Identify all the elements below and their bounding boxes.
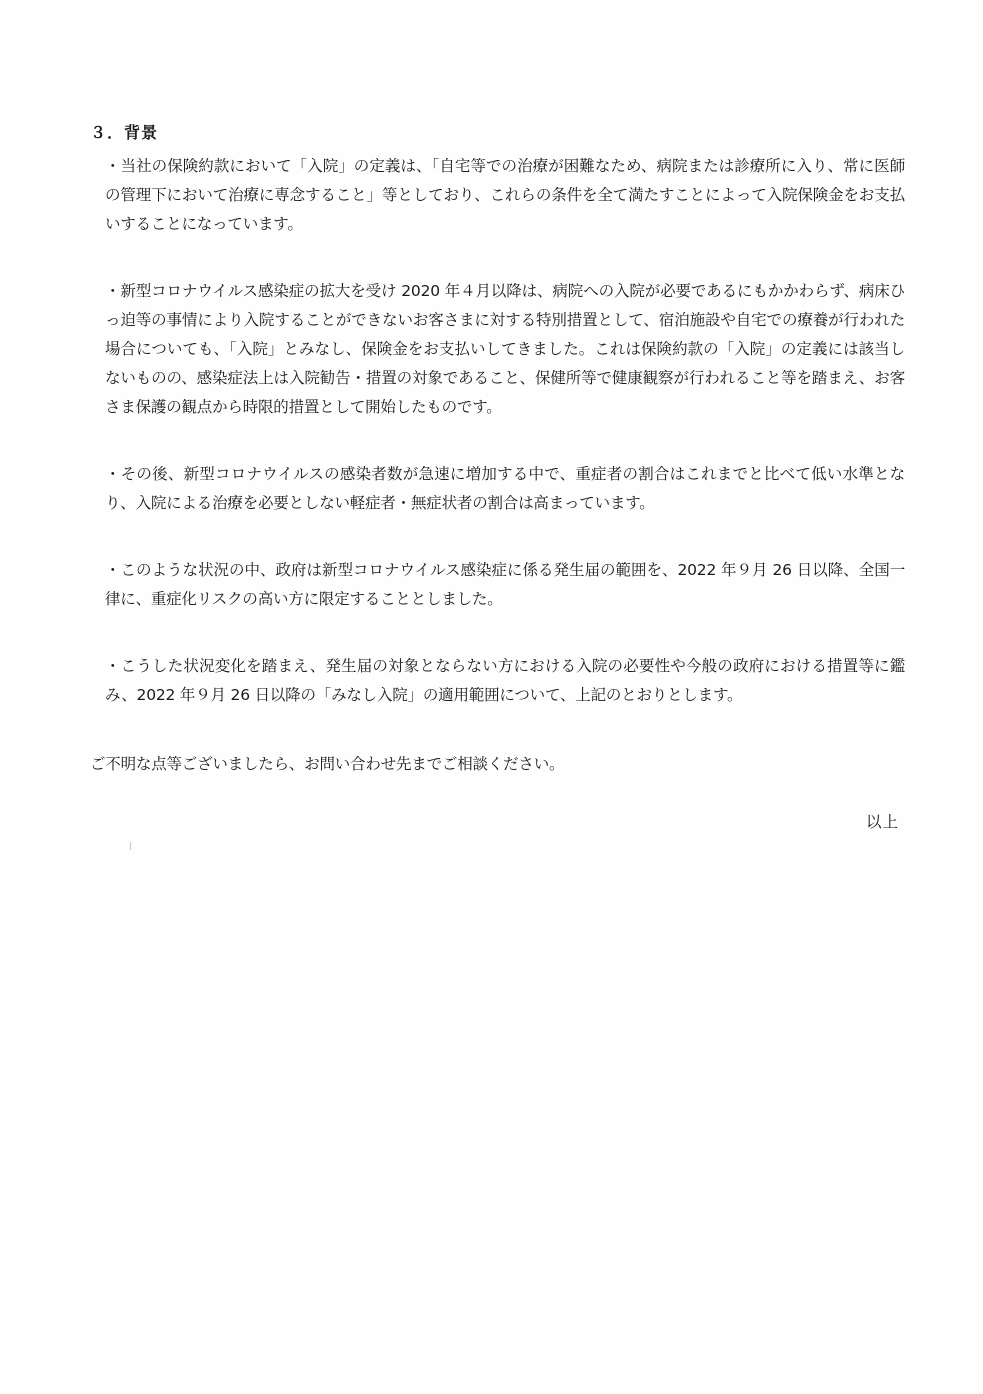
- end-mark: 以上: [866, 813, 900, 831]
- paragraph-special-measure: ・新型コロナウイルス感染症の拡大を受け 2020 年４月以降は、病院への入院が必要であるにもかかわらず、病床ひっ迫等の事情により入院することができないお客さまに対する特別措置として、宿泊施設や自宅での療養が行われた場合についても、「入院」とみなし、保険金をお支払いしてきました。これは保険約款の「入院」の定義には該当しないものの、感染症法上は入院勧告・措置の対象であること、保健所等で健康観察が行われること等を踏まえ、お客さま保護の観点から時限的措置として開始したものです。: [105, 282, 905, 416]
- paragraph-conclusion: ・こうした状況変化を踏まえ、発生届の対象とならない方における入院の必要性や今般の政府における措置等に鑑み、2022 年９月 26 日以降の「みなし入院」の適用範囲について、上記のとおりとします。: [105, 657, 905, 704]
- paragraph-insurance-definition: ・当社の保険約款において「入院」の定義は、「自宅等での治療が困難なため、病院または診療所に入り、常に医師の管理下において治療に専念すること」等としており、これらの条件を全て満たすことによって入院保険金をお支払いすることになっています。: [105, 157, 905, 233]
- inquiry-note: ご不明な点等ございましたら、お問い合わせ先までご相談ください。: [90, 755, 565, 773]
- paragraph-case-trend: ・その後、新型コロナウイルスの感染者数が急速に増加する中で、重症者の割合はこれまでと比べて低い水準となり、入院による治療を必要としない軽症者・無症状者の割合は高まっています。: [105, 465, 905, 512]
- section-body: [105, 152, 905, 748]
- scan-speck: [130, 842, 131, 850]
- section-heading: ３．背景: [90, 123, 159, 142]
- paragraph-government-policy: ・このような状況の中、政府は新型コロナウイルス感染症に係る発生届の範囲を、2022 年９月 26 日以降、全国一律に、重症化リスクの高い方に限定することとしました。: [105, 561, 905, 608]
